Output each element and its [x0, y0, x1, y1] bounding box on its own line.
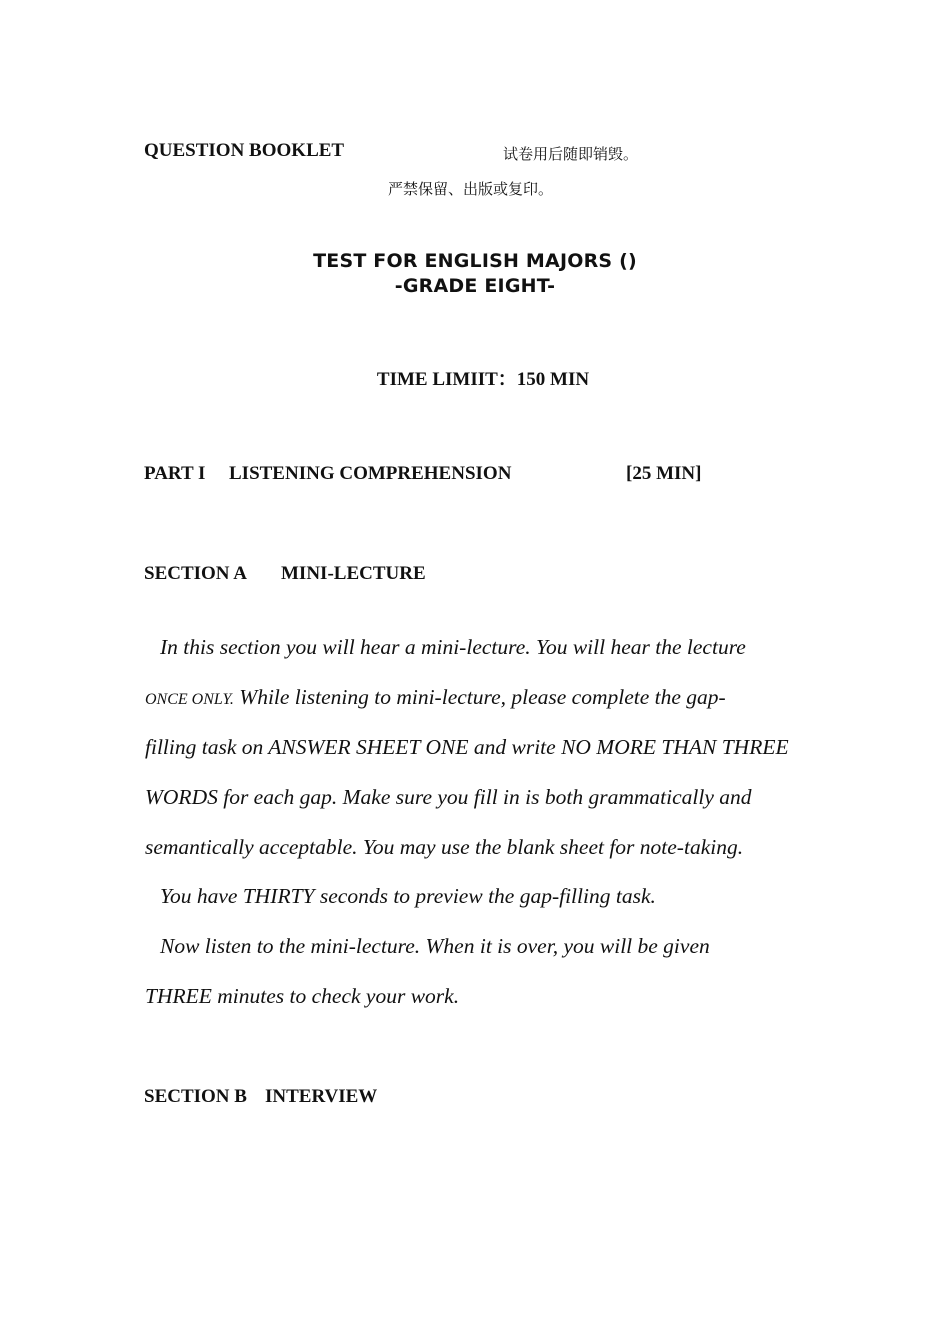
instruction-line: THREE minutes to check your work. [145, 984, 460, 1008]
instruction-line: Now listen to the mini-lecture. When it is over, you will be given [160, 934, 710, 958]
section-a-name: MINI-LECTURE [281, 563, 426, 584]
instruction-line: You have THIRTY seconds to preview the gap-filling task. [160, 884, 656, 908]
instruction-line: In this section you will hear a mini-lecture. You will hear the lecture [160, 635, 746, 659]
section-a-label: SECTION A [144, 563, 247, 584]
part-name: LISTENING COMPREHENSION [229, 463, 512, 484]
once-only-text: ONCE ONLY. [145, 691, 234, 708]
section-b-name: INTERVIEW [265, 1086, 378, 1107]
instruction-line: WORDS for each gap. Make sure you fill in is both grammatically and [145, 785, 752, 809]
part-time: [25 MIN] [626, 463, 702, 484]
booklet-label: QUESTION BOOKLET [144, 140, 345, 161]
section-b-label: SECTION B [144, 1086, 247, 1107]
exam-title: TEST FOR ENGLISH MAJORS () [313, 250, 637, 272]
copyright-notice: 严禁保留、出版或复印。 [388, 180, 554, 198]
part-label: PART I [144, 463, 206, 484]
time-limit: TIME LIMIIT：150 MIN [376, 369, 590, 390]
instruction-line [145, 685, 726, 710]
instruction-line: semantically acceptable. You may use the blank sheet for note-taking. [145, 835, 744, 859]
instruction-line-rest: While listening to mini-lecture, please complete the gap- [233, 685, 726, 709]
instruction-line: filling task on ANSWER SHEET ONE and write NO MORE THAN THREE [145, 735, 789, 759]
exam-grade: -GRADE EIGHT- [394, 275, 556, 297]
destroy-notice: 试卷用后随即销毁。 [503, 145, 639, 163]
